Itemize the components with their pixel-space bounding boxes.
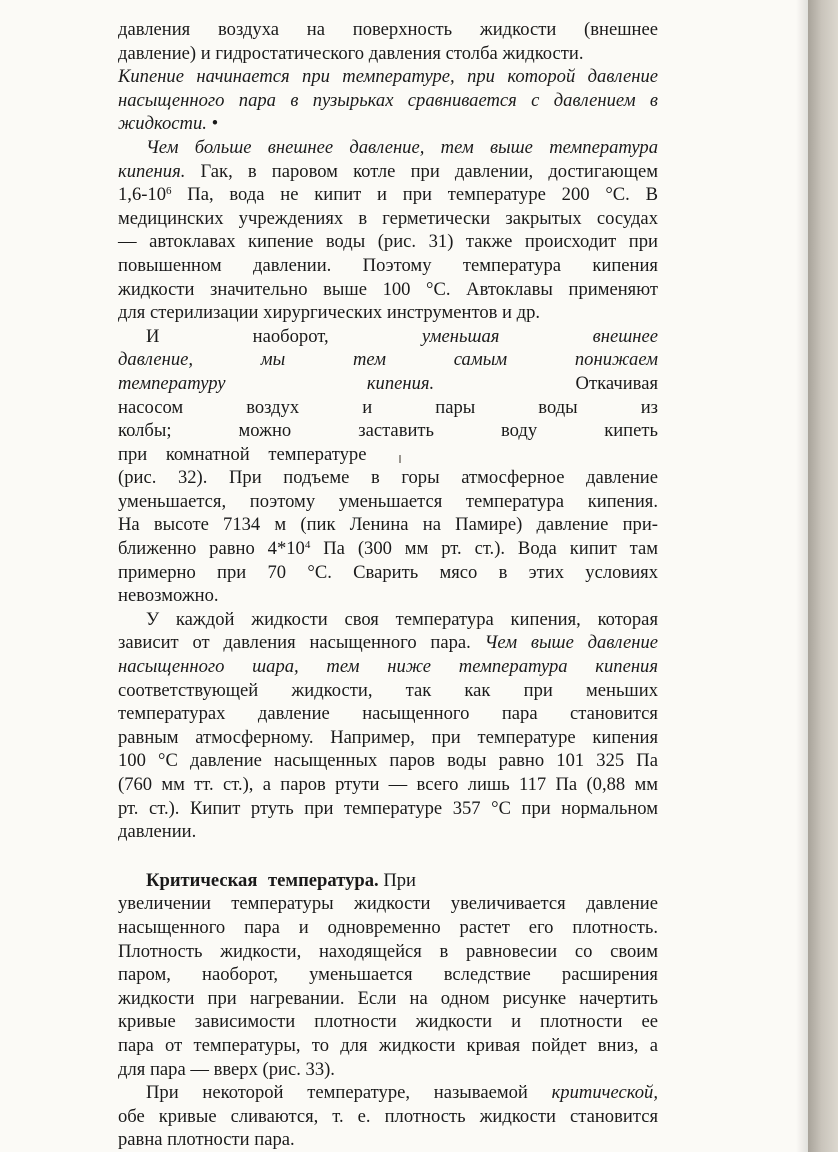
text-line: паром, наоборот, уменьшается вследствие расширения xyxy=(118,964,658,986)
text-line: (760 мм тт. ст.), а паров ртути — всего лишь 117 Па (0,88 мм xyxy=(118,774,658,795)
text-span: Па (300 мм рт. ст.). Вода кипит там xyxy=(310,538,658,560)
text-line: — автоклавах кипение воды (рис. 31) также происходит при xyxy=(118,231,658,253)
text-line: кривые зависимости плотности жидкости и плотности ее xyxy=(118,1011,658,1033)
text-line xyxy=(118,160,658,184)
text-span: 1,6-10 xyxy=(118,184,167,206)
text-line: Плотность жидкости, находящейся в равновесии со своим xyxy=(118,940,658,962)
text-span: Гак, в паровом котле при давлении, достигающем xyxy=(185,160,658,182)
text-line: уменьшается, поэтому уменьшается температура кипения. xyxy=(118,490,658,512)
text-span: Откачивая xyxy=(434,372,658,394)
text-line: насыщенного пара в пузырьках сравнивается с давлением в xyxy=(118,89,658,111)
text-line: 100 °С давление насыщенных паров воды равно 101 325 Па xyxy=(118,750,658,772)
text-line: равным атмосферному. Например, при температуре кипения xyxy=(118,726,658,748)
section-heading-line xyxy=(118,869,658,893)
page-text xyxy=(118,18,658,1152)
text-line xyxy=(118,183,658,207)
text-line: увеличении температуры жидкости увеличивается давление xyxy=(118,893,658,915)
text-line: (рис. 32). При подъеме в горы атмосферное давление xyxy=(118,467,658,489)
paragraph-gap xyxy=(118,844,658,869)
book-edge xyxy=(808,0,838,1152)
text-line: насосом воздух и пары воды из xyxy=(118,396,658,418)
text-line: для пара — вверх (рис. 33). xyxy=(118,1058,335,1080)
text-span: При некоторой температуре, называемой xyxy=(146,1082,552,1104)
text-span: зависит от давления насыщенного пара. xyxy=(118,632,485,654)
text-span: Па, вода не кипит и при температуре 200 °С. В xyxy=(171,184,658,206)
text-line: давление, мы тем самым понижаем xyxy=(118,349,658,371)
text-line xyxy=(118,372,658,396)
text-span: кипения. xyxy=(118,160,186,182)
text-line: давлении. xyxy=(118,821,197,843)
text-line: невозможно. xyxy=(118,585,219,607)
text-span: критической, xyxy=(551,1082,658,1104)
text-span: Чем выше давление xyxy=(484,632,659,654)
text-line xyxy=(118,537,658,561)
text-line: Кипение начинается при температуре, при которой давление xyxy=(118,66,658,88)
text-line: насыщенного пара и одновременно растет его плотность. xyxy=(118,916,658,938)
text-line: обе кривые сливаются, т. е. плотность жидкости становится xyxy=(118,1105,658,1127)
superscript: 4 xyxy=(304,539,311,552)
text-line: равна плотности пара. xyxy=(118,1129,295,1151)
text-line xyxy=(118,1081,658,1105)
text-line xyxy=(118,325,658,349)
text-span: температуру кипения. xyxy=(118,372,435,394)
scan-speck xyxy=(399,455,401,463)
text-line: при комнатной температуре xyxy=(118,443,367,465)
text-line: Чем больше внешнее давление, тем выше температура xyxy=(146,136,658,158)
text-span: И наоборот, xyxy=(146,325,422,347)
text-line: примерно при 70 °С. Сварить мясо в этих условиях xyxy=(118,561,658,583)
text-line: соответствующей жидкости, так как при меньших xyxy=(118,679,658,701)
text-line: медицинских учреждениях в герметически закрытых сосудах xyxy=(118,207,658,229)
text-line: жидкости значительно выше 100 °С. Автоклавы применяют xyxy=(118,278,658,300)
text-line: давление) и гидростатического давления столба жидкости. xyxy=(118,42,584,64)
text-span: ближенно равно 4*10 xyxy=(118,538,305,560)
text-line xyxy=(118,631,658,655)
text-line: У каждой жидкости своя температура кипения, которая xyxy=(146,608,658,630)
text-line: давления воздуха на поверхность жидкости (внешнее xyxy=(118,19,658,40)
text-line: для стерилизации хирургических инструментов и др. xyxy=(118,302,541,324)
text-line: жидкости. • xyxy=(118,113,219,135)
text-line: насыщенного шара, тем ниже температура кипения xyxy=(118,656,658,678)
text-line: пара от температуры, то для жидкости кривая пойдет вниз, а xyxy=(118,1034,658,1056)
text-line: колбы; можно заставить воду кипеть xyxy=(118,420,658,442)
superscript: 6 xyxy=(166,185,172,198)
text-line: На высоте 7134 м (пик Ленина на Памире) давление при- xyxy=(118,514,658,536)
text-line: жидкости при нагревании. Если на одном рисунке начертить xyxy=(118,987,658,1009)
text-line: рт. ст.). Кипит ртуть при температуре 357 °С при нормальном xyxy=(118,797,658,819)
page-edge-shadow xyxy=(796,0,808,1152)
text-span: При xyxy=(378,869,417,891)
text-span: уменьшая внешнее xyxy=(421,325,658,347)
section-heading: Критическая температура. xyxy=(146,869,379,891)
text-line: повышенном давлении. Поэтому температура кипения xyxy=(118,254,658,276)
text-line: температурах давление насыщенного пара становится xyxy=(118,703,658,725)
